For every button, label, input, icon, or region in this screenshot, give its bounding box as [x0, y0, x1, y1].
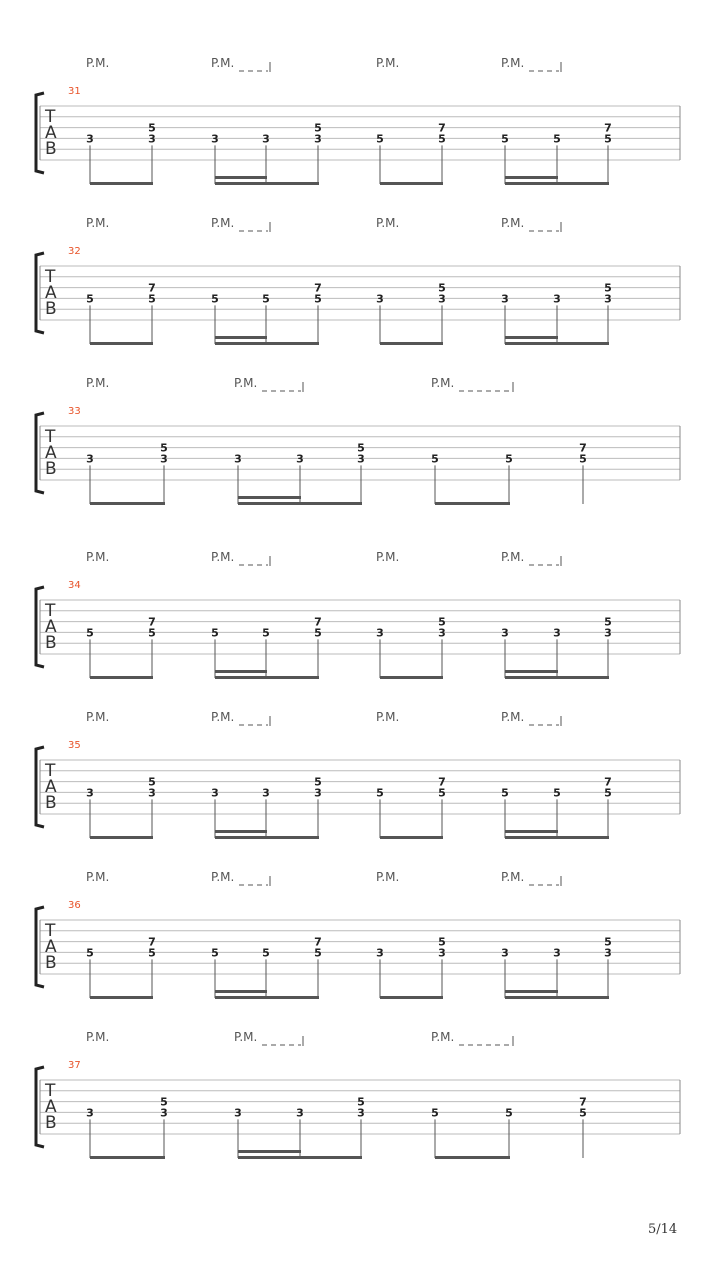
fret-number: 5	[604, 281, 612, 295]
beam-secondary	[505, 990, 558, 993]
measure-number: 37	[68, 1060, 81, 1071]
fret-number: 3	[501, 292, 509, 306]
tab-clef-letter: B	[45, 459, 57, 479]
beam	[380, 676, 443, 679]
fret-number: 7	[604, 121, 612, 135]
palm-mute-label: P.M.	[211, 710, 235, 724]
beam	[505, 996, 609, 999]
measure-number: 35	[68, 740, 81, 751]
fret-number: 7	[579, 1095, 587, 1109]
tab-clef-letter: A	[45, 283, 57, 303]
beam-secondary	[505, 670, 558, 673]
beam	[505, 182, 609, 185]
fret-number: 3	[357, 452, 365, 466]
fret-number: 3	[296, 452, 304, 466]
fret-number: 3	[376, 292, 384, 306]
fret-number: 3	[376, 946, 384, 960]
fret-number: 3	[357, 1106, 365, 1120]
beam	[90, 836, 153, 839]
fret-number: 5	[438, 786, 446, 800]
measure-number: 36	[68, 900, 81, 911]
palm-mute-label: P.M.	[211, 870, 235, 884]
measure-number: 34	[68, 580, 81, 591]
fret-number: 5	[431, 1106, 439, 1120]
system-34	[36, 550, 680, 679]
fret-number: 3	[86, 132, 94, 146]
fret-number: 5	[262, 946, 270, 960]
palm-mute-label: P.M.	[376, 216, 400, 230]
tab-clef-letter: T	[45, 761, 56, 781]
tab-clef-letter: T	[45, 921, 56, 941]
fret-number: 3	[262, 786, 270, 800]
fret-number: 3	[148, 132, 156, 146]
beam-secondary	[505, 830, 558, 833]
palm-mute-label: P.M.	[86, 216, 110, 230]
beam-secondary	[238, 496, 301, 499]
fret-number: 7	[604, 775, 612, 789]
beam-secondary	[215, 336, 267, 339]
fret-number: 5	[438, 132, 446, 146]
beam	[215, 676, 319, 679]
tab-clef-letter: T	[45, 1081, 56, 1101]
fret-number: 3	[604, 626, 612, 640]
page-number: 5/14	[648, 1222, 678, 1237]
fret-number: 5	[501, 786, 509, 800]
palm-mute-label: P.M.	[211, 216, 235, 230]
fret-number: 5	[357, 441, 365, 455]
beam-secondary	[215, 670, 267, 673]
fret-number: 5	[160, 1095, 168, 1109]
fret-number: 5	[501, 132, 509, 146]
tab-clef-letter: B	[45, 953, 57, 973]
beam	[215, 342, 319, 345]
fret-number: 5	[211, 946, 219, 960]
fret-number: 3	[604, 946, 612, 960]
fret-number: 5	[314, 775, 322, 789]
fret-number: 5	[505, 1106, 513, 1120]
fret-number: 5	[148, 292, 156, 306]
fret-number: 5	[604, 132, 612, 146]
beam	[505, 676, 609, 679]
beam-secondary	[215, 830, 267, 833]
fret-number: 5	[376, 132, 384, 146]
tab-clef-letter: A	[45, 777, 57, 797]
fret-number: 5	[579, 452, 587, 466]
fret-number: 3	[148, 786, 156, 800]
fret-number: 3	[553, 946, 561, 960]
system-37	[36, 1030, 680, 1159]
fret-number: 3	[211, 786, 219, 800]
fret-number: 5	[314, 121, 322, 135]
fret-number: 7	[314, 615, 322, 629]
fret-number: 5	[505, 452, 513, 466]
measure-number: 33	[68, 406, 81, 417]
palm-mute-label: P.M.	[86, 376, 110, 390]
fret-number: 3	[262, 132, 270, 146]
fret-number: 3	[160, 452, 168, 466]
fret-number: 7	[314, 935, 322, 949]
beam	[215, 182, 319, 185]
fret-number: 3	[86, 1106, 94, 1120]
fret-number: 5	[553, 132, 561, 146]
fret-number: 3	[314, 786, 322, 800]
fret-number: 5	[438, 615, 446, 629]
beam-secondary	[238, 1150, 301, 1153]
fret-number: 3	[553, 626, 561, 640]
beam	[505, 342, 609, 345]
palm-mute-label: P.M.	[376, 710, 400, 724]
fret-number: 5	[211, 292, 219, 306]
beam-secondary	[215, 990, 267, 993]
palm-mute-label: P.M.	[501, 550, 525, 564]
tab-clef-letter: T	[45, 427, 56, 447]
palm-mute-label: P.M.	[86, 1030, 110, 1044]
palm-mute-label: P.M.	[501, 56, 525, 70]
beam	[90, 342, 153, 345]
fret-number: 5	[357, 1095, 365, 1109]
beam	[380, 342, 443, 345]
palm-mute-label: P.M.	[376, 870, 400, 884]
fret-number: 5	[314, 946, 322, 960]
tab-clef-letter: B	[45, 793, 57, 813]
fret-number: 3	[86, 452, 94, 466]
tab-clef-letter: B	[45, 299, 57, 319]
fret-number: 5	[604, 935, 612, 949]
tab-clef-letter: A	[45, 617, 57, 637]
fret-number: 7	[148, 935, 156, 949]
fret-number: 5	[86, 292, 94, 306]
beam-secondary	[215, 176, 267, 179]
tab-clef-letter: T	[45, 601, 56, 621]
tab-clef-letter: A	[45, 443, 57, 463]
palm-mute-label: P.M.	[376, 550, 400, 564]
fret-number: 3	[376, 626, 384, 640]
tab-clef-letter: A	[45, 123, 57, 143]
fret-number: 3	[160, 1106, 168, 1120]
tab-clef-letter: A	[45, 1097, 57, 1117]
beam	[90, 502, 165, 505]
fret-number: 5	[438, 935, 446, 949]
beam	[380, 182, 443, 185]
fret-number: 5	[262, 626, 270, 640]
fret-number: 3	[234, 452, 242, 466]
system-31	[36, 56, 680, 185]
fret-number: 3	[86, 786, 94, 800]
palm-mute-label: P.M.	[234, 376, 258, 390]
fret-number: 7	[438, 775, 446, 789]
beam	[215, 996, 319, 999]
beam	[90, 676, 153, 679]
fret-number: 5	[262, 292, 270, 306]
beam	[435, 502, 510, 505]
beam	[238, 502, 362, 505]
palm-mute-label: P.M.	[86, 870, 110, 884]
beam-secondary	[505, 176, 558, 179]
palm-mute-label: P.M.	[86, 56, 110, 70]
fret-number: 5	[148, 775, 156, 789]
measure-number: 32	[68, 246, 81, 257]
fret-number: 5	[438, 281, 446, 295]
beam	[215, 836, 319, 839]
fret-number: 7	[314, 281, 322, 295]
system-35	[36, 710, 680, 839]
fret-number: 5	[160, 441, 168, 455]
fret-number: 7	[148, 281, 156, 295]
beam	[435, 1156, 510, 1159]
beam	[90, 1156, 165, 1159]
fret-number: 3	[501, 946, 509, 960]
palm-mute-label: P.M.	[501, 216, 525, 230]
palm-mute-label: P.M.	[234, 1030, 258, 1044]
palm-mute-label: P.M.	[431, 376, 455, 390]
palm-mute-label: P.M.	[211, 550, 235, 564]
fret-number: 3	[553, 292, 561, 306]
fret-number: 5	[431, 452, 439, 466]
tab-clef-letter: B	[45, 1113, 57, 1133]
fret-number: 3	[438, 626, 446, 640]
beam	[380, 996, 443, 999]
fret-number: 3	[501, 626, 509, 640]
tab-clef-letter: A	[45, 937, 57, 957]
tab-clef-letter: T	[45, 107, 56, 127]
fret-number: 3	[604, 292, 612, 306]
beam	[505, 836, 609, 839]
palm-mute-label: P.M.	[211, 56, 235, 70]
fret-number: 3	[211, 132, 219, 146]
fret-number: 3	[438, 292, 446, 306]
palm-mute-label: P.M.	[86, 710, 110, 724]
tab-clef-letter: T	[45, 267, 56, 287]
palm-mute-label: P.M.	[376, 56, 400, 70]
palm-mute-label: P.M.	[501, 710, 525, 724]
tab-clef-letter: B	[45, 633, 57, 653]
measure-number: 31	[68, 86, 81, 97]
beam	[380, 836, 443, 839]
fret-number: 5	[579, 1106, 587, 1120]
beam	[90, 996, 153, 999]
fret-number: 7	[438, 121, 446, 135]
fret-number: 5	[148, 946, 156, 960]
beam-secondary	[505, 336, 558, 339]
fret-number: 5	[553, 786, 561, 800]
fret-number: 3	[438, 946, 446, 960]
beam	[238, 1156, 362, 1159]
fret-number: 5	[86, 626, 94, 640]
fret-number: 5	[148, 121, 156, 135]
fret-number: 5	[211, 626, 219, 640]
palm-mute-label: P.M.	[501, 870, 525, 884]
system-36	[36, 870, 680, 999]
fret-number: 7	[579, 441, 587, 455]
fret-number: 3	[234, 1106, 242, 1120]
tab-clef-letter: B	[45, 139, 57, 159]
system-32	[36, 216, 680, 345]
fret-number: 3	[296, 1106, 304, 1120]
palm-mute-label: P.M.	[86, 550, 110, 564]
fret-number: 7	[148, 615, 156, 629]
fret-number: 5	[604, 615, 612, 629]
system-33	[36, 376, 680, 505]
fret-number: 5	[314, 626, 322, 640]
fret-number: 5	[376, 786, 384, 800]
fret-number: 5	[314, 292, 322, 306]
beam	[90, 182, 153, 185]
fret-number: 5	[86, 946, 94, 960]
palm-mute-label: P.M.	[431, 1030, 455, 1044]
fret-number: 5	[604, 786, 612, 800]
fret-number: 5	[148, 626, 156, 640]
fret-number: 3	[314, 132, 322, 146]
